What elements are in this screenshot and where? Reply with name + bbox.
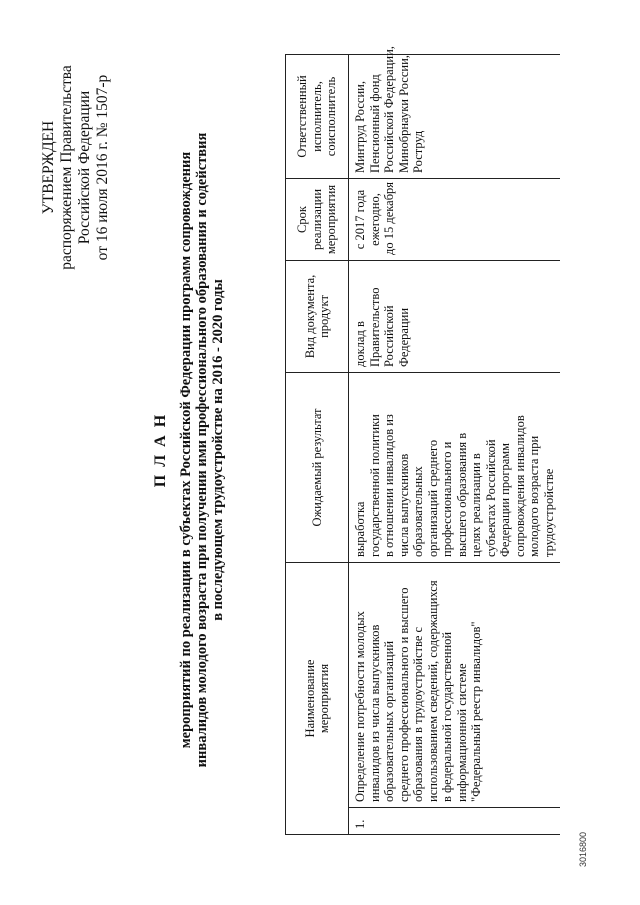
row-doc (349, 261, 561, 373)
table-header-row (286, 55, 349, 835)
header-result (286, 373, 349, 563)
cell-line: выработка (353, 501, 367, 557)
cell-line: ежегодно, (367, 193, 382, 246)
cell-line: Правительство (367, 287, 382, 367)
cell-line: трудоустройстве (541, 468, 556, 557)
cell-line: среднего профессионального и высшего (396, 587, 411, 802)
approval-line: УТВЕРЖДЕН (40, 120, 57, 215)
cell-line: до 15 декабря (382, 181, 396, 255)
rotated-page (30, 30, 610, 875)
row-number: 1. (349, 808, 561, 835)
cell-line: образовательных организаций (382, 640, 396, 802)
approval-line: от 16 июля 2016 г. № 1507-р (94, 74, 111, 261)
cell-line: целях реализации в (469, 453, 483, 557)
cell-line: Российской Федерации, (382, 46, 396, 173)
approval-line: распоряжением Правительства (58, 65, 75, 270)
cell-line: Минобрнауки России, (396, 55, 411, 173)
header-line: исполнитель, (309, 81, 324, 152)
row-exec (349, 46, 561, 179)
header-exec (286, 55, 349, 179)
header-name (286, 563, 349, 835)
subtitle-line: в последующем трудоустройстве на 2016 - 2020 годы (210, 279, 226, 621)
cell-line: субъектах Российской (483, 439, 498, 557)
cell-line: в федеральной государственной (440, 631, 454, 802)
header-line: мероприятия (324, 184, 339, 255)
document-code: 3016800 (578, 831, 588, 867)
cell-line: доклад в (353, 321, 367, 367)
header-term (286, 179, 349, 261)
header-line: Ответственный (295, 75, 310, 158)
cell-line: инвалидов из числа выпускников (367, 624, 382, 802)
header-line: мероприятия (317, 663, 331, 734)
cell-line: Пенсионный фонд (367, 74, 382, 173)
cell-line: числа выпускников (396, 453, 411, 557)
cell-line: профессионального и (440, 441, 454, 557)
plan-table (285, 46, 560, 835)
cell-line: высшего образования в (454, 432, 469, 557)
plan-heading (152, 95, 226, 805)
cell-line: "Федеральный реестр инвалидов" (469, 621, 483, 802)
header-line: Ожидаемый результат (309, 408, 324, 527)
cell-line: Определение потребности молодых (353, 611, 367, 802)
row-term (349, 179, 561, 261)
cell-line: Роструд (411, 130, 425, 173)
cell-line: Минтруд России, (353, 81, 367, 173)
cell-line: Российской (382, 305, 396, 367)
cell-line: Федерации (396, 307, 411, 367)
subtitle-line: инвалидов молодого возраста при получении ими профессионального образования и содействия (194, 132, 210, 768)
header-line: продукт (317, 295, 331, 338)
approval-line: Российской Федерации (76, 90, 93, 245)
cell-line: с 2017 года (353, 189, 367, 250)
plan-subtitle (178, 95, 226, 805)
cell-line: государственной политики (367, 414, 382, 557)
header-line: Срок (295, 206, 310, 233)
cell-line: в отношении инвалидов из (382, 414, 396, 557)
cell-line: образования в трудоустройстве с (411, 626, 425, 802)
row-name (349, 563, 561, 808)
cell-line: сопровождения инвалидов (512, 415, 527, 557)
header-line: реализации (309, 188, 324, 251)
cell-line: образовательных (411, 466, 425, 557)
subtitle-line: мероприятий по реализации в субъектах Российской Федерации программ сопровождения (178, 151, 194, 749)
header-line: Наименование (302, 659, 317, 738)
cell-line: информационной системе (454, 663, 469, 802)
cell-line: молодого возраста при (527, 435, 541, 557)
cell-line: использованием сведений, содержащихся (425, 580, 440, 802)
row-result (349, 373, 561, 563)
table-row (349, 55, 561, 835)
cell-line: организаций среднего (425, 439, 440, 557)
header-line: Вид документа, (302, 274, 317, 359)
plan-title: П Л А Н (152, 412, 169, 488)
cell-line: Федерации программ (498, 442, 512, 557)
approval-stamp (40, 45, 112, 290)
header-doc (286, 261, 349, 373)
header-line: соисполнитель (324, 76, 339, 157)
